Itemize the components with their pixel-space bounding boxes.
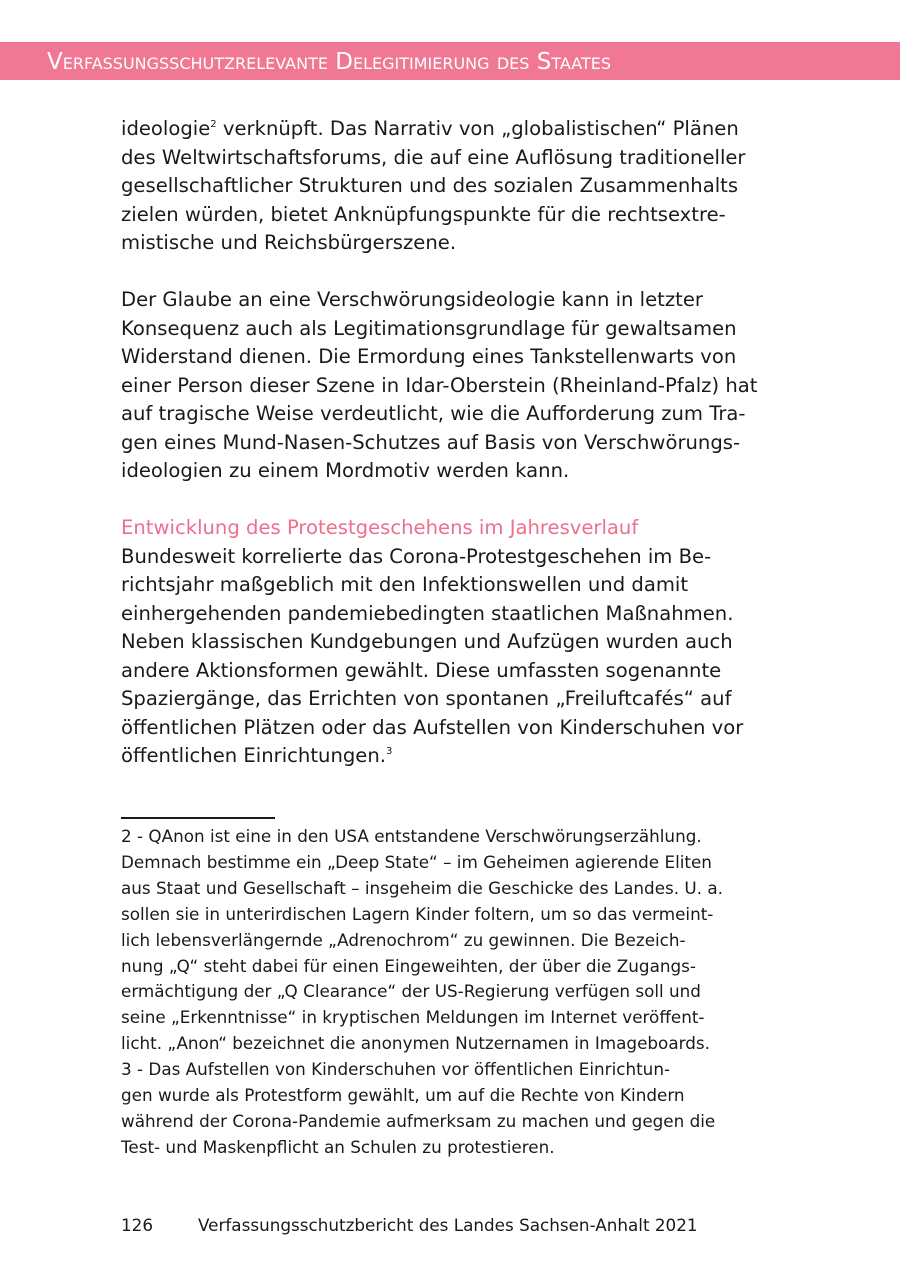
footnote-line: nung „Q“ steht dabei für einen Eingeweihten, der über die Zugangs- — [121, 955, 696, 976]
footnote-line: lich lebensverlängernde „Adrenochrom“ zu gewinnen. Die Bezeich- — [121, 929, 686, 950]
paragraph-legitimation — [121, 286, 781, 486]
paragraph-qanon-context — [121, 115, 781, 258]
paragraph-spacer — [121, 258, 781, 287]
page-footer — [121, 1214, 698, 1236]
paragraph-spacer — [121, 486, 781, 515]
text-line: ideologie$^2$ verknüpft. Das Narrativ von „globalistischen“ Plänen — [121, 117, 739, 140]
text-line: einer Person dieser Szene in Idar-Oberstein (Rheinland-Pfalz) hat — [121, 373, 758, 397]
footnote-ref-2: 2 — [210, 119, 217, 130]
text-line: Widerstand dienen. Die Ermordung eines Tankstellenwarts von — [121, 345, 737, 368]
text-line: öffentlichen Plätzen oder das Aufstellen von Kinderschuhen vor — [121, 715, 744, 739]
footnote-line: Demnach bestimme ein „Deep State“ – im Geheimen agierende Eliten — [121, 851, 712, 872]
footnote-line: während der Corona-Pandemie aufmerksam zu machen und gegen die — [121, 1110, 716, 1131]
text-line: richtsjahr maßgeblich mit den Infektionswellen und damit — [121, 573, 689, 596]
text-line: Neben klassischen Kundgebungen und Aufzügen wurden auch — [121, 630, 733, 653]
footnote-3 — [121, 1057, 786, 1161]
page-number: 126 — [121, 1215, 154, 1235]
text-line: gen eines Mund-Nasen-Schutzes auf Basis von Verschwörungs- — [121, 430, 741, 454]
text-line: des Weltwirtschaftsforums, die auf eine Auflösung traditioneller — [121, 145, 746, 169]
footnotes — [121, 824, 786, 1161]
body-content — [121, 115, 781, 771]
text-line: Spaziergänge, das Errichten von spontanen „Freiluftcafés“ auf — [121, 687, 732, 710]
text-line: ideologien zu einem Mordmotiv werden kann. — [121, 459, 570, 482]
footnote-line: 2 - QAnon ist eine in den USA entstandene Verschwörungserzählung. — [121, 826, 702, 846]
text-line: andere Aktionsformen gewählt. Diese umfassten sogenannte — [121, 658, 722, 682]
header-bar — [0, 42, 900, 80]
text-line: einhergehenden pandemiebedingten staatlichen Maßnahmen. — [121, 601, 734, 625]
footnote-line: 3 - Das Aufstellen von Kinderschuhen vor öffentlichen Einrichtun- — [121, 1059, 671, 1080]
text-line: auf tragische Weise verdeutlicht, wie die Aufforderung zum Tra- — [121, 402, 746, 425]
footnote-2 — [121, 824, 786, 1057]
paragraph-protest-development — [121, 543, 781, 771]
footnote-ref-3: 3 — [386, 746, 393, 757]
text-line: öffentlichen Einrichtungen.$^3$ — [121, 744, 393, 767]
chapter-title: Verfassungsschutzrelevante Delegitimierung des Staates — [47, 49, 612, 75]
text-line: gesellschaftlicher Strukturen und des sozialen Zusammenhalts — [121, 174, 739, 197]
footnote-line: sollen sie in unterirdischen Lagern Kinder foltern, um so das vermeint- — [121, 903, 714, 924]
publication-title: Verfassungsschutzbericht des Landes Sachsen-Anhalt 2021 — [198, 1215, 698, 1235]
text-line: Konsequenz auch als Legitimationsgrundlage für gewaltsamen — [121, 316, 737, 340]
footnote-line: Test- und Maskenpflicht an Schulen zu protestieren. — [121, 1136, 555, 1157]
text-line: Bundesweit korrelierte das Corona-Protestgeschehen im Be- — [121, 544, 712, 568]
footnote-line: gen wurde als Protestform gewählt, um auf die Rechte von Kindern — [121, 1085, 685, 1106]
footnote-line: seine „Erkenntnisse“ in kryptischen Meldungen im Internet veröffent- — [121, 1007, 705, 1028]
text-line: Der Glaube an eine Verschwörungsideologie kann in letzter — [121, 288, 703, 311]
footnote-line: licht. „Anon“ bezeichnet die anonymen Nutzernamen in Imageboards. — [121, 1033, 710, 1054]
footnote-divider — [121, 817, 275, 819]
footnote-line: ermächtigung der „Q Clearance“ der US-Regierung verfügen soll und — [121, 981, 701, 1002]
text-line: mistische und Reichsbürgerszene. — [121, 231, 457, 254]
footnote-line: aus Staat und Gesellschaft – insgeheim die Geschicke des Landes. U. a. — [121, 877, 724, 898]
section-heading: Entwicklung des Protestgeschehens im Jahresverlauf — [121, 516, 639, 539]
text-line: zielen würden, bietet Anknüpfungspunkte für die rechtsextre- — [121, 202, 726, 226]
